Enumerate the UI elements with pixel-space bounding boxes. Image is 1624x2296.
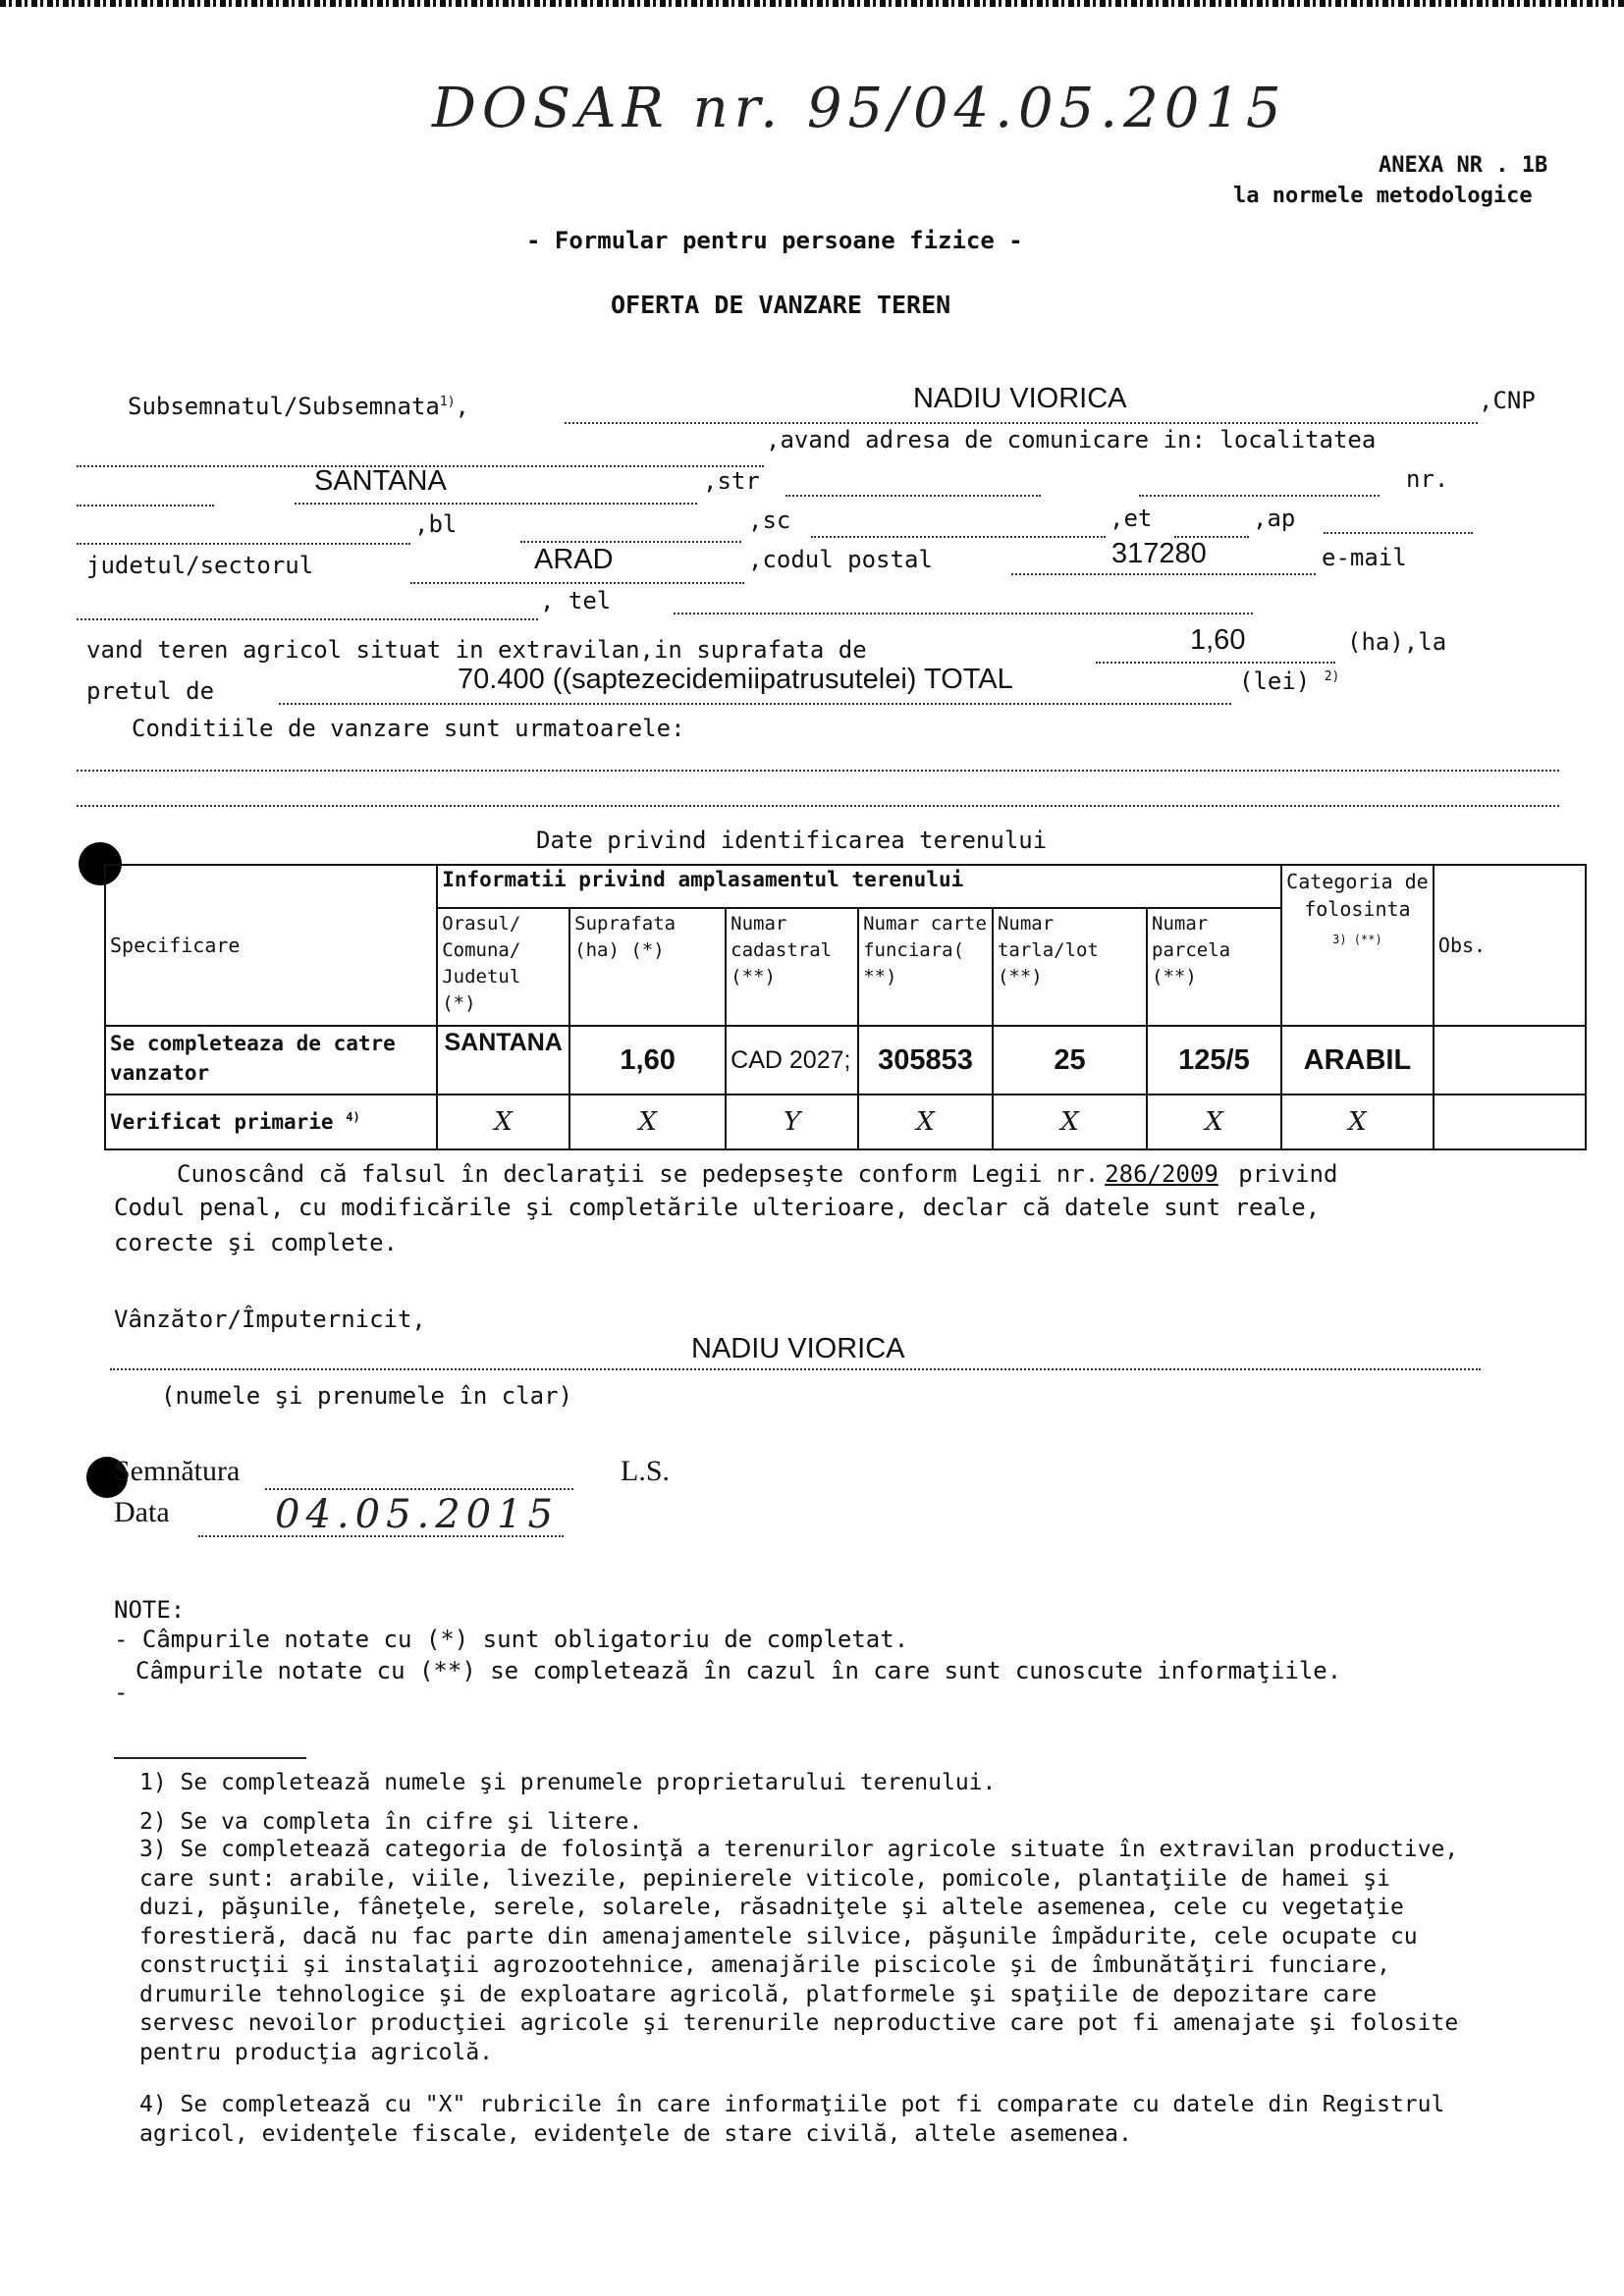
bl-label: ,bl: [414, 510, 458, 538]
col-orasul: Orasul/ Comuna/ Judetul (*): [437, 908, 569, 1026]
tel-label: , tel: [540, 587, 612, 614]
vanzator-label: Vânzător/Împuternicit,: [114, 1306, 426, 1333]
row-verificat-label: Verificat primarie $^{4)}$: [105, 1095, 437, 1149]
ap-label: ,ap: [1253, 505, 1296, 532]
dosar-handwritten: DOSAR nr. 95/04.05.2015: [432, 77, 1287, 140]
row-vanzator-label: Se completeaza de catre vanzator: [105, 1026, 437, 1095]
email-label: e-mail: [1322, 544, 1407, 571]
check-cadastral: Y: [726, 1095, 858, 1149]
judet-value: ARAD: [534, 544, 614, 575]
footnote-4: 4) Se completează cu "X" rubricile în care informaţiile pot fi comparate cu datele din Registrul agricol, evidenţele fiscale, evidenţele de stare civilă, altele asemenea.: [139, 2092, 1445, 2147]
vand-label: vand teren agricol situat in extravilan,in suprafata de: [86, 636, 867, 664]
col-carte-funciara: Numar carte funciara( **): [858, 908, 993, 1026]
pret-value: 70.400 ((saptezecidemiipatrusutelei) TOTAL: [458, 664, 1013, 695]
cell-obs: [1434, 1026, 1586, 1095]
suprafata-value: 1,60: [1190, 624, 1246, 656]
cell-parcela: 125/5: [1147, 1026, 1281, 1095]
note-1: - Câmpurile notate cu (*) sunt obligatoriu de completat.: [114, 1626, 909, 1653]
anexa-label: ANEXA NR . 1B: [1379, 153, 1548, 178]
semnatura-label: Semnătura: [114, 1455, 241, 1487]
declaration-line-1: Cunoscând că falsul în declaraţii se pedepseşte conform Legii nr. 286/2009 privind: [177, 1160, 1338, 1188]
codul-postal-label: ,codul postal: [748, 546, 933, 573]
declaration-line-3: corecte şi complete.: [114, 1229, 398, 1256]
cell-orasul: SANTANA: [437, 1026, 569, 1095]
ls-label: L.S.: [621, 1455, 671, 1487]
col-cadastral: Numar cadastral (**): [726, 908, 858, 1026]
scan-top-edge: [0, 0, 1624, 7]
check-suprafata: X: [569, 1095, 726, 1149]
obs-header: Obs.: [1434, 865, 1586, 1026]
pretul-label: pretul de: [86, 677, 215, 705]
check-carte-funciara: X: [858, 1095, 993, 1149]
nr-label: nr.: [1406, 465, 1449, 493]
declaration-line-2: Codul penal, cu modificările şi completările ulterioare, declar că datele sunt reale,: [114, 1194, 1321, 1221]
judetul-label: judetul/sectorul: [86, 552, 314, 579]
check-tarla: X: [993, 1095, 1147, 1149]
data-handwritten: 04.05.2015: [275, 1492, 560, 1537]
subsemnatul-label: Subsemnatul/Subsemnata$^{1)}$,: [128, 393, 469, 420]
localitatea-value: SANTANA: [314, 465, 447, 497]
note-2-dash: -: [114, 1679, 129, 1706]
check-obs: [1434, 1095, 1586, 1149]
col-parcela: Numar parcela (**): [1147, 908, 1281, 1026]
cell-categoria: ARABIL: [1281, 1026, 1434, 1095]
footnote-2: 2) Se va completa în cifre şi litere.: [139, 1809, 643, 1835]
cell-suprafata: 1,60: [569, 1026, 726, 1095]
conditii-label: Conditiile de vanzare sunt urmatoarele:: [132, 715, 685, 742]
numele-clar-label: (numele şi prenumele în clar): [161, 1382, 573, 1410]
formular-subtitle: - Formular pentru persoane fizice -: [526, 227, 1023, 254]
data-label: Data: [114, 1496, 170, 1528]
et-label: ,et: [1110, 505, 1153, 532]
cell-tarla: 25: [993, 1026, 1147, 1095]
seller-name: NADIU VIORICA: [913, 383, 1127, 414]
document-title: OFERTA DE VANZARE TEREN: [611, 291, 951, 319]
lei-label: (lei) $^{2)}$: [1239, 667, 1340, 695]
footnote-3: 3) Se completează categoria de folosinţă a terenurilor agricole situate în extravilan productive, care sunt: arabile, viile, livezile, pepinierele viticole, pomicole, plantaţiile de hamei şi duzi, păşunile, fâneţele, serele, solarele, răsadniţele şi altele asemenea, cele cu vegetaţie forestieră, dacă nu fac parte din amenajamentele silvice, păşunile împădurite, cele ocupate cu construcţii şi instalaţii agrozootehnice, amenajările piscicole şi de îmbunătăţiri funciare, drumurile tehnologice şi de exploatare agricolă, platformele şi spaţiile de depozitare care servesc nevoilor producţiei agricole şi terenurile neproductive care pot fi amenajate şi folosite pentru producţia agricolă.: [139, 1837, 1459, 2065]
normele-label: la normele metodologice: [1233, 184, 1533, 208]
note-title: NOTE:: [114, 1596, 186, 1624]
categoria-header: Categoria de folosinta 3) (**): [1281, 865, 1434, 1026]
date-privind-label: Date privind identificarea terenului: [536, 827, 1048, 854]
footnote-1: 1) Se completează numele şi prenumele proprietarului terenului.: [139, 1770, 997, 1795]
cell-carte-funciara: 305853: [858, 1026, 993, 1095]
note-2: Câmpurile notate cu (**) se completează în cazul în care sunt cunoscute informaţiile.: [135, 1657, 1342, 1684]
cell-cadastral: CAD 2027;: [726, 1026, 858, 1095]
avand-label: ,avand adresa de comunicare in: localitatea: [766, 426, 1377, 454]
cnp-label: ,CNP: [1479, 387, 1536, 414]
vanzator-nume: NADIU VIORICA: [691, 1333, 905, 1364]
col-tarla: Numar tarla/lot (**): [993, 908, 1147, 1026]
str-label: ,str: [703, 467, 760, 495]
check-categoria: X: [1281, 1095, 1434, 1149]
ha-la-label: (ha),la: [1347, 628, 1447, 656]
specificare-header: Specificare: [105, 865, 437, 1026]
check-orasul: X: [437, 1095, 569, 1149]
info-amplasament-header: Informatii privind amplasamentul terenului: [437, 865, 1281, 908]
teren-table: [104, 864, 1587, 1150]
col-suprafata: Suprafata (ha) (*): [569, 908, 726, 1026]
sc-label: ,sc: [748, 507, 791, 534]
cod-postal-value: 317280: [1111, 538, 1207, 569]
check-parcela: X: [1147, 1095, 1281, 1149]
footnote-separator: [114, 1757, 306, 1759]
